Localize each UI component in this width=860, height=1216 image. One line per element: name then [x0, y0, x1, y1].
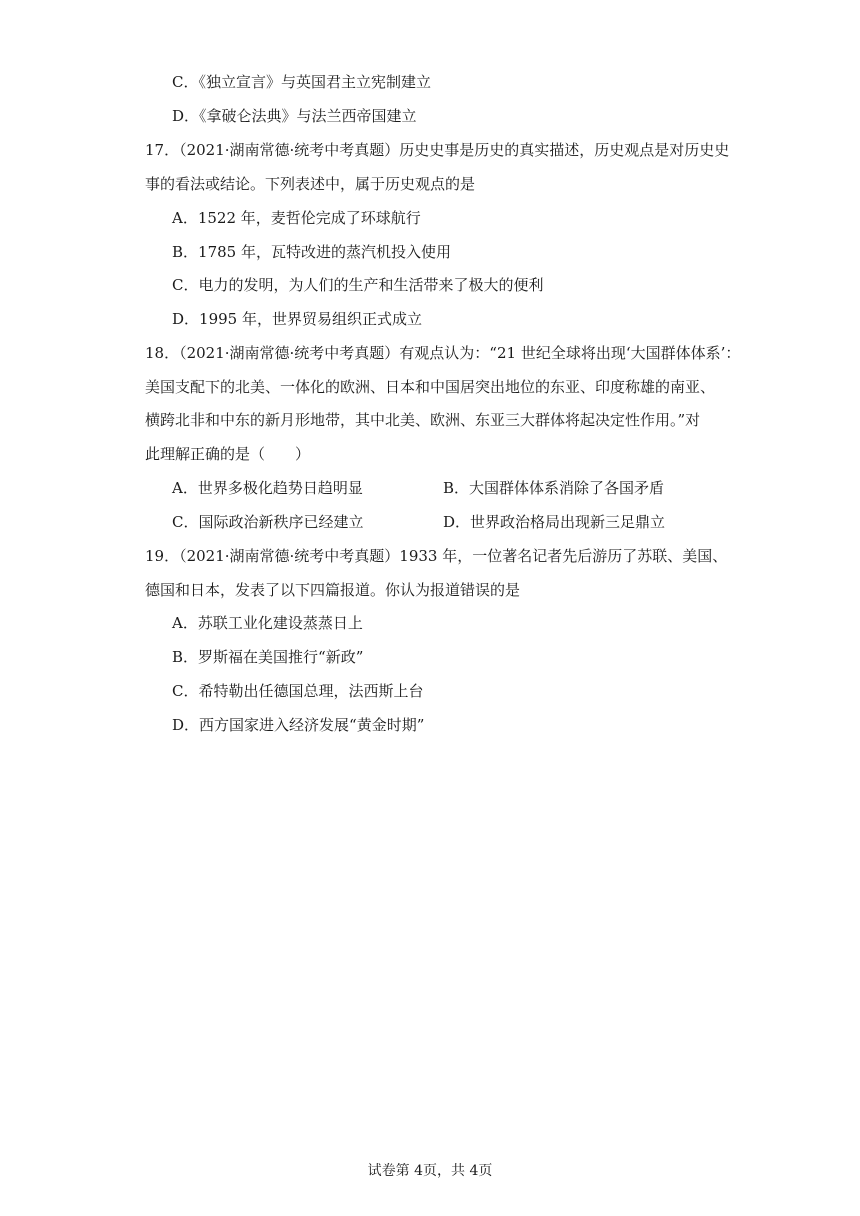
q18-stem-line3: 横跨北非和中东的新月形地带，其中北美、欧洲、东亚三大群体将起决定性作用。”对 [145, 411, 701, 429]
q19-stem-line1: 19．（2021·湖南常德·统考中考真题）1933 年，一位著名记者先后游历了苏联、美国、 [145, 547, 728, 565]
q17-stem-line1: 17．（2021·湖南常德·统考中考真题）历史史事是历史的真实描述，历史观点是对历史史 [145, 141, 730, 159]
q19-option-c: C．希特勒出任德国总理，法西斯上台 [172, 682, 424, 700]
q16-option-c: C．《独立宣言》与英国君主立宪制建立 [172, 73, 431, 91]
q18-option-a: A．世界多极化趋势日趋明显 [172, 479, 363, 497]
q18-stem-line2: 美国支配下的北美、一体化的欧洲、日本和中国居突出地位的东亚、印度称雄的南亚、 [145, 378, 716, 396]
q17-option-c: C．电力的发明，为人们的生产和生活带来了极大的便利 [172, 276, 544, 294]
q18-stem-line1: 18．（2021·湖南常德·统考中考真题）有观点认为：“21 世纪全球将出现‘大国群体体系’： [145, 344, 741, 362]
q16-option-d: D．《拿破仑法典》与法兰西帝国建立 [172, 107, 417, 125]
q19-option-a: A．苏联工业化建设蒸蒸日上 [172, 614, 363, 632]
q17-stem-line2: 事的看法或结论。下列表述中，属于历史观点的是 [145, 175, 476, 193]
page-footer: 试卷第 4页，共 4页 [367, 1163, 493, 1179]
q19-stem-line2: 德国和日本，发表了以下四篇报道。你认为报道错误的是 [145, 581, 521, 599]
q19-option-d: D．西方国家进入经济发展“黄金时期” [172, 716, 425, 734]
q18-stem-line4: 此理解正确的是（ ） [145, 445, 311, 463]
q17-option-b: B．1785 年，瓦特改进的蒸汽机投入使用 [172, 243, 451, 261]
q17-option-d: D．1995 年，世界贸易组织正式成立 [172, 310, 422, 328]
q18-option-c: C．国际政治新秩序已经建立 [172, 513, 364, 531]
q18-option-b: B．大国群体体系消除了各国矛盾 [443, 479, 665, 497]
q17-option-a: A．1522 年，麦哲伦完成了环球航行 [172, 209, 421, 227]
q19-option-b: B．罗斯福在美国推行“新政” [172, 648, 364, 666]
q18-option-d: D．世界政治格局出现新三足鼎立 [443, 513, 666, 531]
